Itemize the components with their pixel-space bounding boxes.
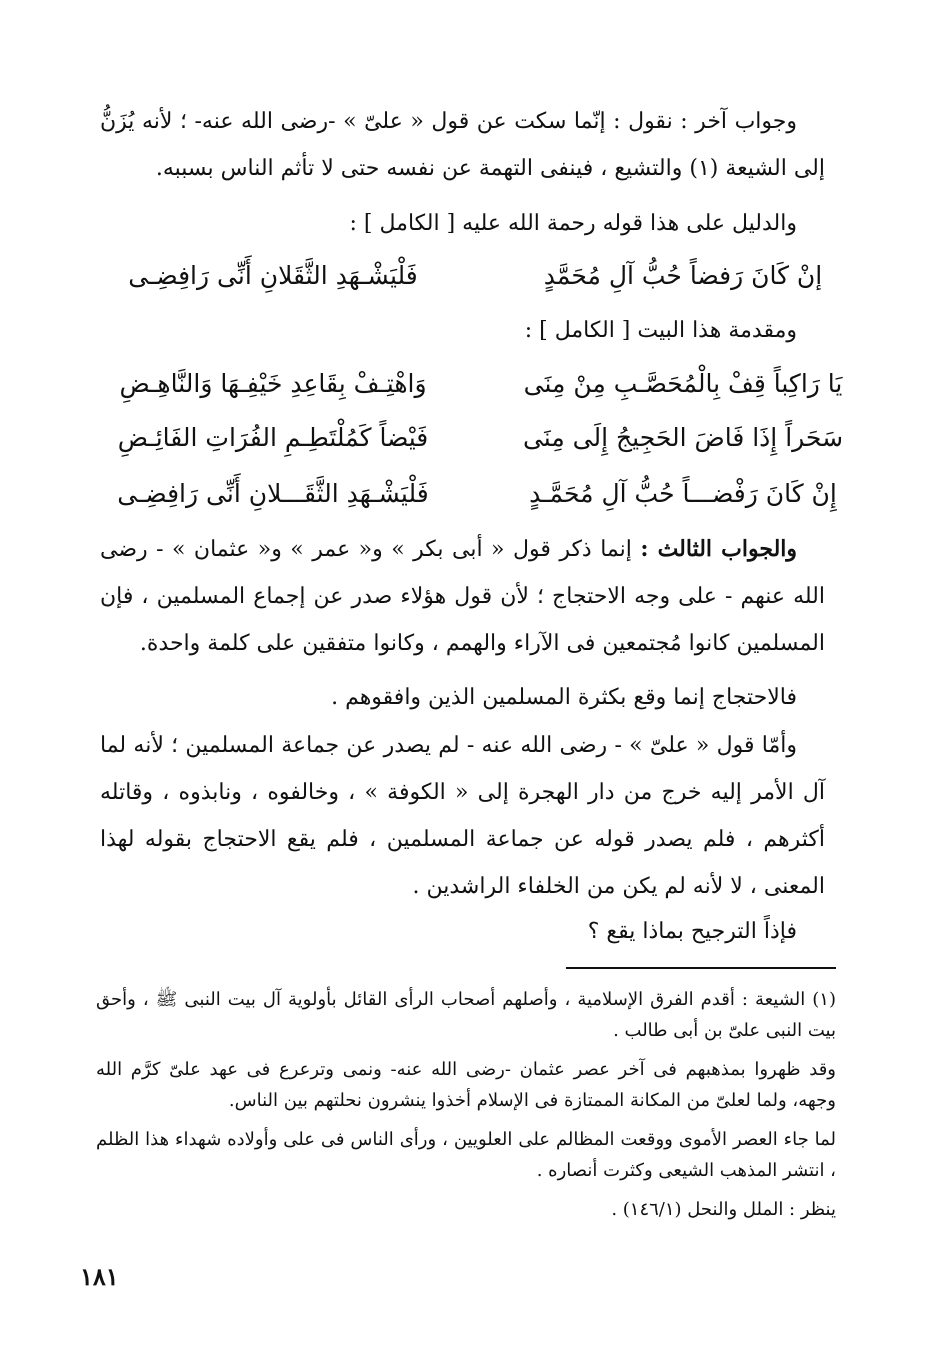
section-lead: والجواب الثالث : xyxy=(640,536,798,562)
verse-second-hemistich: فَيْضاً كَمُلْتَطِـمِ الفُرَاتِ الفَائِـضِ xyxy=(117,423,429,452)
paragraph-poem-intro xyxy=(100,307,825,354)
verse-second-hemistich: وَاهْتِـفْ بِقَاعِدِ خَيْفِـهَا وَالنَّاهِـضِ xyxy=(119,369,427,398)
verse-first-hemistich: سَحَراً إِذَا فَاضَ الحَجِيجُ إِلَى مِنَى xyxy=(522,423,844,452)
verse-line xyxy=(93,414,853,462)
footnotes xyxy=(96,984,836,1225)
page-number: ١٨١ xyxy=(80,1262,119,1291)
paragraph-second-answer xyxy=(100,98,825,192)
paragraph-text: والدليل على هذا قوله رحمة الله عليه [ الكامل ] : xyxy=(349,211,797,236)
verse-line xyxy=(93,360,853,408)
verse-first-hemistich: يَا رَاكِباً قِفْ بِالْمُحَصَّـبِ مِنْ مِنَى xyxy=(523,369,843,398)
paragraph-text: فالاحتجاج إنما وقع بكثرة المسلمين الذين وافقوهم . xyxy=(331,685,797,710)
verse-first-hemistich: إنْ كَانَ رَفضاً حُبُّ آلِ مُحَمَّدٍ xyxy=(543,261,823,290)
footnote-item: وقد ظهروا بمذهبهم فى آخر عصر عثمان -رضى الله عنه- ونمى وترعرع فى عهد علىّ كرَّم الله وجهه، ولما لعلىّ من المكانة الممتازة فى الإسلام أخذوا ينشرون نحلتهم بين الناس. xyxy=(96,1059,836,1111)
footnote-item: (١) الشيعة : أقدم الفرق الإسلامية ، وأصلهم أصحاب الرأى القائل بأولوية آل بيت النبى ﷺ ، وأحق بيت النبى علىّ بن أبى طالب . xyxy=(96,989,836,1041)
verse-second-hemistich: فَلْيَشْـهَدِ الثَّقَلانِ أَنِّى رَافِضِـى xyxy=(128,261,418,290)
verse-first-hemistich: إِنْ كَانَ رَفْضـــاً حُبُّ آلِ مُحَمَّـدٍ xyxy=(529,479,837,508)
paragraph-text: ومقدمة هذا البيت [ الكامل ] : xyxy=(524,318,797,343)
verse-line xyxy=(93,252,853,300)
paragraph-text xyxy=(100,526,825,667)
section-body: إنما ذكر قول « أبى بكر » و« عمر » و« عثمان » - رضى الله عنهم - على وجه الاحتجاج ؛ لأن قول هؤلاء صدر عن إجماع المسلمين ، فإن المسلمين كانوا مُجتمعين فى الآراء والهمم ، وكانوا متفقين على كلمة واحدة. xyxy=(100,537,825,656)
paragraph-conclusion xyxy=(100,674,825,721)
verse-second-hemistich: فَلْيَشْـهَدِ الثَّقَـــلانِ أَنِّى رَافِضِـى xyxy=(117,479,429,508)
footnote-item: لما جاء العصر الأموى ووقعت المظالم على العلويين ، ورأى الناس فى على وأولاده شهداء هذا الظلم ، انتشر المذهب الشيعى وكثرت أنصاره . xyxy=(96,1129,836,1181)
paragraph-text: فإذاً الترجيح بماذا يقع ؟ xyxy=(587,919,797,944)
paragraph-text: وجواب آخر : نقول : إنّما سكت عن قول « علىّ » -رضى الله عنه- ؛ لأنه يُزَنُّ إلى الشيعة (١) والتشيع ، فينفى التهمة عن نفسه حتى لا تأثم الناس بسببه. xyxy=(100,109,825,181)
footnote-item: ينظر : الملل والنحل (١٤٦/١) . xyxy=(611,1199,836,1220)
paragraph-question xyxy=(100,908,825,955)
footnote-separator xyxy=(566,967,836,969)
paragraph-evidence-intro xyxy=(100,200,825,247)
paragraph-text: وأمّا قول « علىّ » - رضى الله عنه - لم يصدر عن جماعة المسلمين ؛ لأنه لما آل الأمر إليه خرج من دار الهجرة إلى « الكوفة » ، وخالفوه ، ونابذوه ، وقاتله أكثرهم ، فلم يصدر قوله عن جماعة المسلمين ، فلم يقع الاحتجاج بقوله لهذا المعنى ، لا لأنه لم يكن من الخلفاء الراشدين . xyxy=(100,733,825,899)
paragraph-third-answer xyxy=(100,526,825,667)
paragraph-ali-statement xyxy=(100,722,825,910)
verse-line xyxy=(93,470,853,518)
